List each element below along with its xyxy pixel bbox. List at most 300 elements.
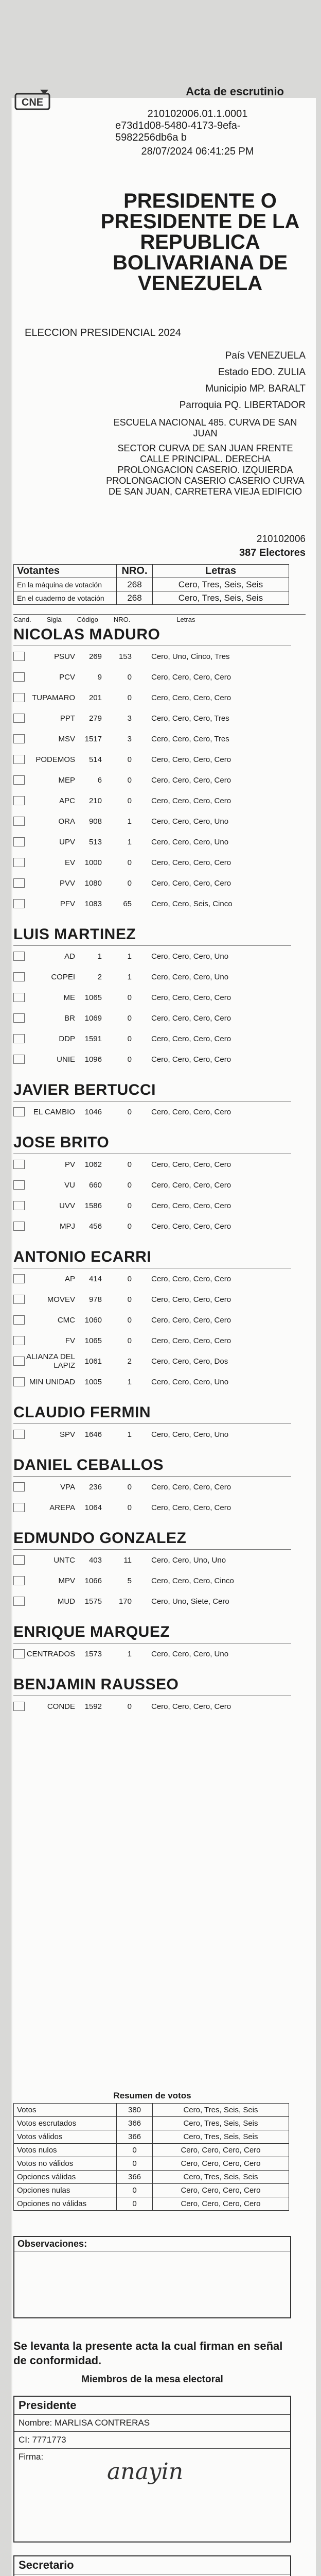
summary-table <box>13 2103 289 2211</box>
party-acronym: EL CAMBIO <box>33 1107 75 1116</box>
party-code: 1064 <box>84 1503 102 1512</box>
party-logo-box <box>13 899 25 908</box>
party-acronym: MSV <box>58 734 75 743</box>
party-code: 1060 <box>84 1315 102 1325</box>
party-votes-words: Cero, Cero, Cero, Cero <box>151 1702 231 1711</box>
party-row <box>13 1154 291 1175</box>
party-votes-words: Cero, Cero, Cero, Cero <box>151 1034 231 1043</box>
party-logo-box <box>13 1336 25 1345</box>
party-logo-box <box>13 1377 25 1386</box>
candidate-name: LUIS MARTINEZ <box>13 923 291 946</box>
party-logo-box <box>13 1107 25 1116</box>
party-row <box>13 1008 291 1028</box>
party-logo-box <box>13 878 25 888</box>
summary-row <box>14 2197 289 2211</box>
summary-row <box>14 2157 289 2171</box>
row-label: En el cuaderno de votación <box>14 591 117 605</box>
party-votes-words: Cero, Cero, Uno, Uno <box>151 1555 226 1565</box>
party-row <box>13 1570 291 1591</box>
party-code: 1062 <box>84 1160 102 1169</box>
candidate-name: EDMUNDO GONZALEZ <box>13 1527 291 1550</box>
party-votes-words: Cero, Cero, Cero, Cero <box>151 1295 231 1304</box>
party-row <box>13 852 291 873</box>
candidate-block <box>13 1131 291 1236</box>
party-code: 1000 <box>84 858 102 867</box>
party-votes-words: Cero, Cero, Cero, Cero <box>151 1055 231 1064</box>
party-votes-words: Cero, Cero, Cero, Cero <box>151 1201 231 1210</box>
party-votes: 0 <box>127 1274 132 1283</box>
party-logo-box <box>13 693 25 702</box>
party-row <box>13 1497 291 1518</box>
acta-hash: e73d1d08-5480-4173-9efa-5982256db6a b <box>115 120 241 143</box>
party-votes-words: Cero, Cero, Cero, Cero <box>151 1503 231 1512</box>
party-code: 1517 <box>84 734 102 743</box>
summary-nro: 380 <box>117 2104 153 2117</box>
party-row <box>13 790 291 811</box>
center-code: 210102006 <box>256 534 306 545</box>
party-votes: 0 <box>127 755 132 764</box>
party-votes: 1 <box>127 952 132 961</box>
signer-secretario <box>13 2555 291 2576</box>
party-votes-words: Cero, Cero, Cero, Cero <box>151 1160 231 1169</box>
party-row <box>13 1101 291 1122</box>
party-code: 201 <box>88 693 102 702</box>
party-logo-box <box>13 1222 25 1231</box>
acta-code: 210102006.01.1.0001 <box>147 108 248 120</box>
summary-nro: 366 <box>117 2171 153 2184</box>
party-votes: 0 <box>127 1201 132 1210</box>
candidate-block <box>13 1621 291 1664</box>
party-row <box>13 1696 291 1717</box>
summary-nro: 366 <box>117 2130 153 2144</box>
party-row <box>13 873 291 893</box>
summary-label: Opciones nulas <box>14 2184 117 2197</box>
candidate-name: ENRIQUE MARQUEZ <box>13 1621 291 1643</box>
party-acronym: EV <box>64 858 75 867</box>
party-votes-words: Cero, Cero, Cero, Cero <box>151 755 231 764</box>
party-votes-words: Cero, Cero, Cero, Cero <box>151 672 231 682</box>
party-logo-box <box>13 796 25 805</box>
party-votes-words: Cero, Cero, Cero, Tres <box>151 734 229 743</box>
party-votes-words: Cero, Cero, Cero, Cero <box>151 775 231 785</box>
acta-title: Acta de escrutinio <box>186 85 284 98</box>
observations-box <box>13 2236 291 2318</box>
party-code: 1061 <box>84 1357 102 1366</box>
party-acronym: CONDE <box>47 1702 75 1711</box>
party-acronym: CENTRADOS <box>26 1649 75 1658</box>
party-logo-box <box>13 817 25 826</box>
party-acronym: PODEMOS <box>35 755 75 764</box>
summary-row <box>14 2184 289 2197</box>
signer-ci: CI: 7771773 <box>14 2432 290 2449</box>
party-code: 1046 <box>84 1107 102 1116</box>
party-acronym: MIN UNIDAD <box>29 1377 75 1386</box>
party-acronym: PCV <box>59 672 75 682</box>
party-votes: 1 <box>127 837 132 846</box>
row-nro: 268 <box>117 591 153 605</box>
party-acronym: MPJ <box>60 1222 75 1231</box>
school: ESCUELA NACIONAL 485. CURVA DE SAN JUAN <box>113 417 297 438</box>
party-code: 1083 <box>84 899 102 908</box>
municipality: Municipio MP. BARALT <box>205 383 306 394</box>
candidate-name: ANTONIO ECARRI <box>13 1246 291 1268</box>
party-logo-box <box>13 1315 25 1325</box>
candidate-name: BENJAMIN RAUSSEO <box>13 1673 291 1696</box>
party-votes-words: Cero, Cero, Cero, Cero <box>151 878 231 888</box>
table-header-row <box>14 565 289 578</box>
party-acronym: AREPA <box>49 1503 75 1512</box>
party-votes: 0 <box>127 1180 132 1190</box>
summary-letras: Cero, Cero, Cero, Cero <box>153 2184 289 2197</box>
party-votes-words: Cero, Cero, Seis, Cinco <box>151 899 233 908</box>
summary-row <box>14 2171 289 2184</box>
party-logo-box <box>13 1180 25 1190</box>
party-code: 403 <box>88 1555 102 1565</box>
party-code: 1 <box>97 952 102 961</box>
party-acronym: SPV <box>59 1430 75 1439</box>
candidate-block <box>13 1401 291 1445</box>
summary-label: Votos no válidos <box>14 2157 117 2171</box>
party-votes-words: Cero, Cero, Cero, Cero <box>151 1315 231 1325</box>
party-code: 456 <box>88 1222 102 1231</box>
summary-label: Votos nulos <box>14 2144 117 2157</box>
party-logo-box <box>13 993 25 1002</box>
party-code: 1066 <box>84 1576 102 1585</box>
summary-letras: Cero, Tres, Seis, Seis <box>153 2104 289 2117</box>
party-votes: 0 <box>127 1295 132 1304</box>
party-code: 1096 <box>84 1055 102 1064</box>
party-row <box>13 1289 291 1310</box>
party-votes: 0 <box>127 1034 132 1043</box>
summary-nro: 366 <box>117 2117 153 2130</box>
party-code: 1591 <box>84 1034 102 1043</box>
page-title: PRESIDENTE O PRESIDENTE DE LA REPUBLICA BOLIVARIANA DE VENEZUELA <box>100 190 300 295</box>
party-code: 1065 <box>84 993 102 1002</box>
party-votes: 170 <box>118 1597 132 1606</box>
party-votes: 1 <box>127 817 132 826</box>
conformity-text: Se levanta la presente acta la cual firman en señal de conformidad. <box>13 2340 283 2367</box>
party-votes: 1 <box>127 1377 132 1386</box>
party-acronym: MEP <box>58 775 75 785</box>
party-row <box>13 1371 291 1392</box>
party-acronym: BR <box>64 1013 75 1023</box>
party-row <box>13 1424 291 1445</box>
party-row <box>13 770 291 790</box>
summary-label: Opciones válidas <box>14 2171 117 2184</box>
summary-label: Votos escrutados <box>14 2117 117 2130</box>
party-votes-words: Cero, Cero, Cero, Cero <box>151 1336 231 1345</box>
signer-name: Nombre: MARLISA CONTRERAS <box>14 2415 290 2432</box>
party-row <box>13 708 291 728</box>
summary-letras: Cero, Tres, Seis, Seis <box>153 2171 289 2184</box>
party-acronym: UPV <box>59 837 75 846</box>
party-acronym: CMC <box>57 1315 75 1325</box>
head-letras: Letras <box>176 616 195 623</box>
parish: Parroquia PQ. LIBERTADOR <box>179 400 306 411</box>
party-acronym: UVV <box>59 1201 75 1210</box>
party-logo-box <box>13 755 25 764</box>
party-logo-box <box>13 1649 25 1658</box>
party-votes: 0 <box>127 1222 132 1231</box>
party-code: 279 <box>88 714 102 723</box>
party-votes: 65 <box>123 899 132 908</box>
party-code: 236 <box>88 1482 102 1492</box>
handwritten-signature: anayin <box>107 2459 184 2485</box>
party-logo-box <box>13 1503 25 1512</box>
summary-letras: Cero, Cero, Cero, Cero <box>153 2157 289 2171</box>
party-acronym: MOVEV <box>47 1295 75 1304</box>
party-votes-words: Cero, Cero, Cero, Cero <box>151 858 231 867</box>
row-nro: 268 <box>117 578 153 591</box>
party-votes: 0 <box>127 775 132 785</box>
party-votes-words: Cero, Cero, Cero, Cero <box>151 1107 231 1116</box>
party-row <box>13 687 291 708</box>
candidate-name: CLAUDIO FERMIN <box>13 1401 291 1424</box>
party-votes-words: Cero, Cero, Cero, Uno <box>151 972 229 981</box>
party-acronym: UNIE <box>57 1055 75 1064</box>
party-votes: 0 <box>127 796 132 805</box>
party-logo-box <box>13 1576 25 1585</box>
party-acronym: PFV <box>60 899 75 908</box>
electors: 387 Electores <box>239 547 306 558</box>
party-votes: 3 <box>127 714 132 723</box>
signer-firma-label: Firma: <box>19 2452 44 2462</box>
party-logo-box <box>13 1274 25 1283</box>
party-votes-words: Cero, Cero, Cero, Uno <box>151 1430 229 1439</box>
acta-datetime: 28/07/2024 06:41:25 PM <box>141 146 254 157</box>
party-votes: 1 <box>127 972 132 981</box>
party-logo-box <box>13 858 25 867</box>
candidate-block <box>13 1454 291 1518</box>
row-letras: Cero, Tres, Seis, Seis <box>153 578 289 591</box>
summary-row <box>14 2104 289 2117</box>
candidate-block <box>13 1673 291 1717</box>
party-code: 1069 <box>84 1013 102 1023</box>
party-votes-words: Cero, Cero, Cero, Dos <box>151 1357 228 1366</box>
party-votes-words: Cero, Cero, Cero, Uno <box>151 1377 229 1386</box>
party-logo-box <box>13 1160 25 1169</box>
party-row <box>13 1216 291 1236</box>
summary-letras: Cero, Tres, Seis, Seis <box>153 2117 289 2130</box>
party-logo-box <box>13 672 25 682</box>
summary-label: Opciones no válidas <box>14 2197 117 2211</box>
party-votes: 1 <box>127 1649 132 1658</box>
candidate-block <box>13 923 291 1070</box>
country: País VENEZUELA <box>225 350 306 361</box>
party-code: 1575 <box>84 1597 102 1606</box>
party-votes: 11 <box>123 1555 132 1565</box>
table-row <box>14 578 289 591</box>
party-code: 1005 <box>84 1377 102 1386</box>
party-row <box>13 811 291 832</box>
party-votes-words: Cero, Cero, Cero, Uno <box>151 817 229 826</box>
signer-role: Secretario <box>14 2556 290 2574</box>
party-code: 269 <box>88 652 102 661</box>
party-acronym: APC <box>59 796 75 805</box>
candidate-block <box>13 1246 291 1392</box>
head-cand: Cand. <box>13 616 31 623</box>
party-row <box>13 1643 291 1664</box>
party-votes-words: Cero, Cero, Cero, Tres <box>151 714 229 723</box>
party-votes-words: Cero, Uno, Cinco, Tres <box>151 652 230 661</box>
party-logo-box <box>13 1055 25 1064</box>
address: SECTOR CURVA DE SAN JUAN FRENTE CALLE PRINCIPAL. DERECHA PROLONGACION CASERIO. IZQUIERDA PROLONGACION CASERIO CASERIO CURVA DE SAN JUAN, CARRETERA VIEJA EDIFICIO <box>106 443 305 497</box>
party-logo-box <box>13 952 25 961</box>
election-name: ELECCION PRESIDENCIAL 2024 <box>25 327 181 338</box>
party-code: 513 <box>88 837 102 846</box>
acta-meta <box>95 108 300 158</box>
party-code: 514 <box>88 755 102 764</box>
party-votes: 0 <box>127 1055 132 1064</box>
party-acronym: PVV <box>59 878 75 888</box>
party-acronym: AD <box>64 952 75 961</box>
party-logo-box <box>13 775 25 785</box>
party-row <box>13 946 291 967</box>
party-row <box>13 987 291 1008</box>
party-votes: 0 <box>127 1013 132 1023</box>
summary-nro: 0 <box>117 2197 153 2211</box>
summary-row <box>14 2117 289 2130</box>
row-label: En la máquina de votación <box>14 578 117 591</box>
summary-label: Votos <box>14 2104 117 2117</box>
party-row <box>13 667 291 687</box>
summary-nro: 0 <box>117 2157 153 2171</box>
party-votes-words: Cero, Uno, Siete, Cero <box>151 1597 229 1606</box>
party-logo-box <box>13 1357 25 1366</box>
party-row <box>13 646 291 667</box>
party-acronym: UNTC <box>53 1555 75 1565</box>
summary-letras: Cero, Tres, Seis, Seis <box>153 2130 289 2144</box>
party-acronym: DDP <box>59 1034 75 1043</box>
party-votes-words: Cero, Cero, Cero, Cero <box>151 1013 231 1023</box>
party-votes: 5 <box>127 1576 132 1585</box>
party-votes-words: Cero, Cero, Cero, Uno <box>151 1649 229 1658</box>
party-logo-box <box>13 837 25 846</box>
candidate-name: NICOLAS MADURO <box>13 623 291 646</box>
party-code: 1592 <box>84 1702 102 1711</box>
party-votes: 3 <box>127 734 132 743</box>
candidate-name: DANIEL CEBALLOS <box>13 1454 291 1477</box>
results-head <box>13 614 306 623</box>
party-votes-words: Cero, Cero, Cero, Uno <box>151 837 229 846</box>
party-votes: 0 <box>127 1107 132 1116</box>
party-acronym: PSUV <box>54 652 75 661</box>
party-logo-box <box>13 1034 25 1043</box>
summary-nro: 0 <box>117 2144 153 2157</box>
summary-title: Resumen de votos <box>113 2091 191 2100</box>
party-votes-words: Cero, Cero, Cero, Cero <box>151 1274 231 1283</box>
party-row <box>13 728 291 749</box>
party-row <box>13 1330 291 1351</box>
party-logo-box <box>13 1555 25 1565</box>
party-votes-words: Cero, Cero, Cero, Cinco <box>151 1576 234 1585</box>
voters-table <box>13 564 289 605</box>
party-code: 660 <box>88 1180 102 1190</box>
party-votes: 1 <box>127 1430 132 1439</box>
candidate-block <box>13 623 291 914</box>
observations-label: Observaciones: <box>14 2237 290 2251</box>
row-letras: Cero, Tres, Seis, Seis <box>153 591 289 605</box>
party-acronym: TUPAMARO <box>32 693 75 702</box>
party-votes-words: Cero, Cero, Cero, Cero <box>151 1180 231 1190</box>
party-logo-box <box>13 1013 25 1023</box>
candidate-block <box>13 1079 291 1122</box>
svg-text:CNE: CNE <box>21 97 44 108</box>
party-logo-box <box>13 652 25 661</box>
party-acronym: VU <box>64 1180 75 1190</box>
party-votes: 2 <box>127 1357 132 1366</box>
party-row <box>13 1175 291 1195</box>
party-acronym: PPT <box>60 714 75 723</box>
table-row <box>14 591 289 605</box>
party-code: 1065 <box>84 1336 102 1345</box>
party-row <box>13 1195 291 1216</box>
party-votes: 0 <box>127 1160 132 1169</box>
col-votantes: Votantes <box>14 565 117 578</box>
party-row <box>13 1351 291 1371</box>
party-code: 908 <box>88 817 102 826</box>
party-acronym: MUD <box>57 1597 75 1606</box>
party-code: 2 <box>97 972 102 981</box>
party-votes: 0 <box>127 993 132 1002</box>
col-letras: Letras <box>153 565 289 578</box>
party-code: 978 <box>88 1295 102 1304</box>
party-code: 1080 <box>84 878 102 888</box>
party-acronym: ME <box>63 993 75 1002</box>
party-logo-box <box>13 1597 25 1606</box>
party-votes: 0 <box>127 858 132 867</box>
summary-nro: 0 <box>117 2184 153 2197</box>
party-code: 1586 <box>84 1201 102 1210</box>
party-logo-box <box>13 714 25 723</box>
party-acronym: FV <box>65 1336 75 1345</box>
party-row <box>13 1049 291 1070</box>
party-row <box>13 1028 291 1049</box>
party-logo-box <box>13 1295 25 1304</box>
party-votes: 0 <box>127 1503 132 1512</box>
party-row <box>13 749 291 770</box>
party-logo-box <box>13 1482 25 1492</box>
candidate-name: JAVIER BERTUCCI <box>13 1079 291 1101</box>
col-nro: NRO. <box>117 565 153 578</box>
party-row <box>13 1310 291 1330</box>
party-votes: 0 <box>127 672 132 682</box>
party-code: 9 <box>97 672 102 682</box>
head-sigla: Sigla <box>46 616 62 623</box>
party-row <box>13 832 291 852</box>
party-acronym: AP <box>64 1274 75 1283</box>
party-row <box>13 1550 291 1570</box>
party-row <box>13 1268 291 1289</box>
party-votes: 0 <box>127 1482 132 1492</box>
party-votes-words: Cero, Cero, Cero, Cero <box>151 796 231 805</box>
party-votes: 0 <box>127 693 132 702</box>
party-votes: 0 <box>127 1336 132 1345</box>
party-votes: 0 <box>127 878 132 888</box>
state: Estado EDO. ZULIA <box>218 367 306 378</box>
party-row <box>13 1477 291 1497</box>
party-code: 6 <box>97 775 102 785</box>
party-acronym: COPEI <box>51 972 75 981</box>
party-logo-box <box>13 734 25 743</box>
party-votes: 153 <box>118 652 132 661</box>
signer-presidente <box>13 2396 291 2543</box>
summary-row <box>14 2144 289 2157</box>
head-codigo: Código <box>77 616 98 623</box>
party-acronym: ALIANZA DEL LAPIZ <box>26 1352 75 1370</box>
head-nro: NRO. <box>113 616 131 623</box>
summary-label: Votos válidos <box>14 2130 117 2144</box>
